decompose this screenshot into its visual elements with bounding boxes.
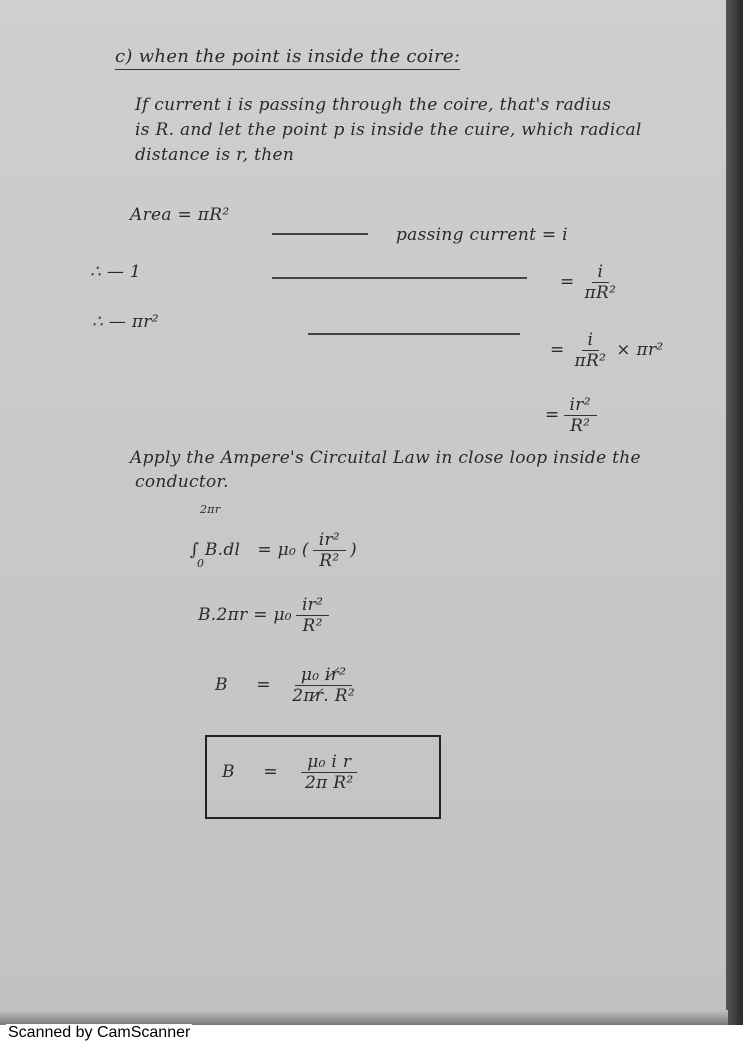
page-shadow: [0, 1010, 728, 1025]
paragraph-line-3: distance is r, then: [135, 145, 295, 165]
row3-result: = $\frac{\text{ir²}}{\text{R²}}$: [545, 395, 601, 436]
scanner-watermark: Scanned by CamScanner: [8, 1024, 191, 1041]
section-heading: c) when the point is inside the coire:: [115, 46, 460, 70]
integral-lower-limit: 0: [197, 557, 205, 570]
row1-label: ∴ — 1: [90, 262, 141, 282]
paragraph-line-1: If current i is passing through the coire, that's radius: [135, 95, 612, 115]
apply-line-2: conductor.: [135, 472, 229, 492]
integral-upper-limit: 2πr: [200, 503, 221, 516]
proportion-line: [272, 277, 527, 279]
passing-current: passing current = i: [396, 225, 568, 245]
integral-equation: ∫ B.dl = μ₀ ( $\frac{\text{ir²}}{\text{R²}}$ ): [190, 530, 357, 571]
step2-equation: B.2πr = μ₀ $\frac{\text{ir²}}{\text{R²}}$: [198, 595, 333, 636]
row2-result: = $\frac{i}{\text{πR²}}$ × πr²: [550, 330, 664, 371]
step3-equation: B = $\frac{\text{μ₀ ir̸²}}{\text{2πr̸. R²}}$: [215, 665, 355, 706]
proportion-line: [272, 233, 368, 235]
row2-label: ∴ — πr²: [92, 312, 159, 332]
final-equation: B = $\frac{\text{μ₀ i r}}{\text{2π R²}}$: [222, 752, 364, 793]
apply-line-1: Apply the Ampere's Circuital Law in close loop inside the: [130, 448, 641, 468]
page-edge: [726, 0, 743, 1025]
proportion-line: [308, 333, 520, 335]
row1-result: = $\frac{i}{\text{πR²}}$: [560, 262, 617, 303]
paragraph-line-2: is R. and let the point p is inside the cuire, which radical: [135, 120, 642, 140]
area-formula: Area = πR²: [130, 205, 230, 225]
